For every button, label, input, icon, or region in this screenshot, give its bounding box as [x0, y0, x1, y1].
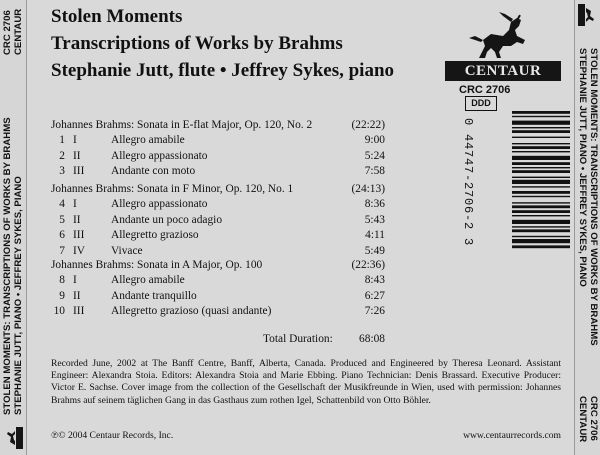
movement-title: Andante con moto: [111, 165, 196, 178]
label-name: CENTAUR: [445, 61, 561, 81]
back-panel: [27, 0, 573, 455]
track-row: [51, 164, 385, 179]
track-time: 8:43: [364, 274, 385, 287]
movement-title: Vivace: [111, 244, 143, 257]
track-number: 8: [59, 274, 65, 287]
work-block: [51, 182, 385, 259]
spine-catalog: CRC 2706: [588, 396, 599, 441]
movement-title: Andante tranquillo: [111, 289, 197, 302]
track-time: 7:58: [364, 165, 385, 178]
spine-catalog-block: [2, 0, 24, 55]
movement-title: Allegro amabile: [111, 134, 185, 147]
movement-numeral: I: [73, 198, 77, 211]
track-time: 5:49: [364, 244, 385, 257]
left-spine: [0, 0, 27, 455]
track-row: [51, 133, 385, 148]
track-row: [51, 244, 385, 259]
spine-performers: STEPHANIE JUTT, PIANO • JEFFREY SYKES, PIANO: [13, 176, 24, 415]
track-time: 5:24: [364, 149, 385, 162]
movement-numeral: IV: [73, 244, 86, 257]
track-time: 7:26: [364, 305, 385, 318]
movement-numeral: III: [73, 165, 85, 178]
track-row: [51, 289, 385, 304]
work-block: [51, 258, 385, 320]
spine-label: CENTAUR: [577, 396, 588, 443]
work-heading: [51, 118, 385, 133]
ddd-badge: DDD: [465, 96, 497, 111]
movement-title: Allegretto grazioso (quasi andante): [111, 305, 272, 318]
track-row: [51, 149, 385, 164]
track-time: 9:00: [364, 134, 385, 147]
album-title: Stolen Moments: [51, 6, 183, 27]
movement-title: Allegretto grazioso: [111, 229, 199, 242]
spine-label: CENTAUR: [13, 8, 24, 55]
track-number: 2: [59, 149, 65, 162]
track-time: 4:11: [365, 229, 385, 242]
movement-title: Allegro amabile: [111, 274, 185, 287]
track-number: 7: [59, 244, 65, 257]
total-duration-value: 68:08: [359, 333, 385, 345]
centaur-logo-icon: [445, 10, 561, 62]
spine-catalog-block: [577, 396, 599, 455]
movement-numeral: III: [73, 305, 85, 318]
work-title: Johannes Brahms: Sonata in F Minor, Op. 120, No. 1: [51, 183, 294, 195]
catalog-number: CRC 2706: [459, 84, 511, 96]
movement-title: Andante un poco adagio: [111, 213, 223, 226]
spine-catalog: CRC 2706: [2, 10, 13, 55]
barcode-number: 0 44747-2706-2 3: [461, 118, 475, 247]
album-subtitle: Transcriptions of Works by Brahms: [51, 33, 343, 54]
movement-numeral: II: [73, 213, 81, 226]
track-row: [51, 228, 385, 243]
work-duration: (22:22): [351, 119, 385, 131]
work-title: Johannes Brahms: Sonata in E-flat Major, Op. 120, No. 2: [51, 119, 313, 131]
movement-numeral: I: [73, 274, 77, 287]
work-duration: (22:36): [351, 259, 385, 271]
work-title: Johannes Brahms: Sonata in A Major, Op. 100: [51, 259, 263, 271]
track-row: [51, 304, 385, 319]
spine-title: STOLEN MOMENTS: TRANSCRIPTIONS OF WORKS BY BRAHMS: [588, 48, 599, 346]
spine-title-block: [2, 115, 24, 415]
right-spine: [574, 0, 600, 455]
track-number: 4: [59, 198, 65, 211]
centaur-small-logo-icon: [3, 427, 23, 449]
movement-numeral: II: [73, 149, 81, 162]
spine-performers: STEPHANIE JUTT, PIANO • JEFFREY SYKES, PIANO: [577, 48, 588, 287]
track-time: 5:43: [364, 213, 385, 226]
work-heading: [51, 258, 385, 273]
website-text: www.centaurrecords.com: [463, 430, 561, 441]
total-duration-label: Total Duration:: [263, 333, 333, 345]
work-heading: [51, 182, 385, 197]
movement-numeral: III: [73, 229, 85, 242]
movement-numeral: II: [73, 289, 81, 302]
centaur-small-logo-icon: [578, 4, 598, 26]
movement-numeral: I: [73, 134, 77, 147]
track-number: 1: [59, 134, 65, 147]
track-number: 9: [59, 289, 65, 302]
work-block: [51, 118, 385, 180]
album-performers: Stephanie Jutt, flute • Jeffrey Sykes, piano: [51, 60, 395, 81]
track-number: 10: [53, 305, 65, 318]
spine-title: STOLEN MOMENTS: TRANSCRIPTIONS OF WORKS BY BRAHMS: [2, 117, 13, 415]
spine-title-block: [577, 48, 599, 348]
credits-text: Recorded June, 2002 at The Banff Centre, Banff, Alberta, Canada. Produced and Engineered by Theresa Leonard. Assistant Engineer: Alexandra Stoia. Editors: Alexandra Stoia and Marie Ebbing. Piano Technician: Denis Brassard. Executive Producer: Victor E. Sachse. Cover image from the collection of the Gesellschaft der Musikfreunde in Wien, used with permission: Johannes Brahms auf seinem täglichen Gang in das Gasthaus zum rothen Igel, Schattenbild von Otto Böhler.: [51, 358, 561, 406]
track-number: 3: [59, 165, 65, 178]
track-number: 5: [59, 213, 65, 226]
movement-title: Allegro appassionato: [111, 198, 208, 211]
track-number: 6: [59, 229, 65, 242]
track-time: 6:27: [364, 289, 385, 302]
track-row: [51, 273, 385, 288]
movement-title: Allegro appassionato: [111, 149, 208, 162]
track-row: [51, 197, 385, 212]
work-duration: (24:13): [351, 183, 385, 195]
copyright-text: ℗© 2004 Centaur Records, Inc.: [51, 430, 174, 441]
track-row: [51, 213, 385, 228]
track-time: 8:36: [364, 198, 385, 211]
